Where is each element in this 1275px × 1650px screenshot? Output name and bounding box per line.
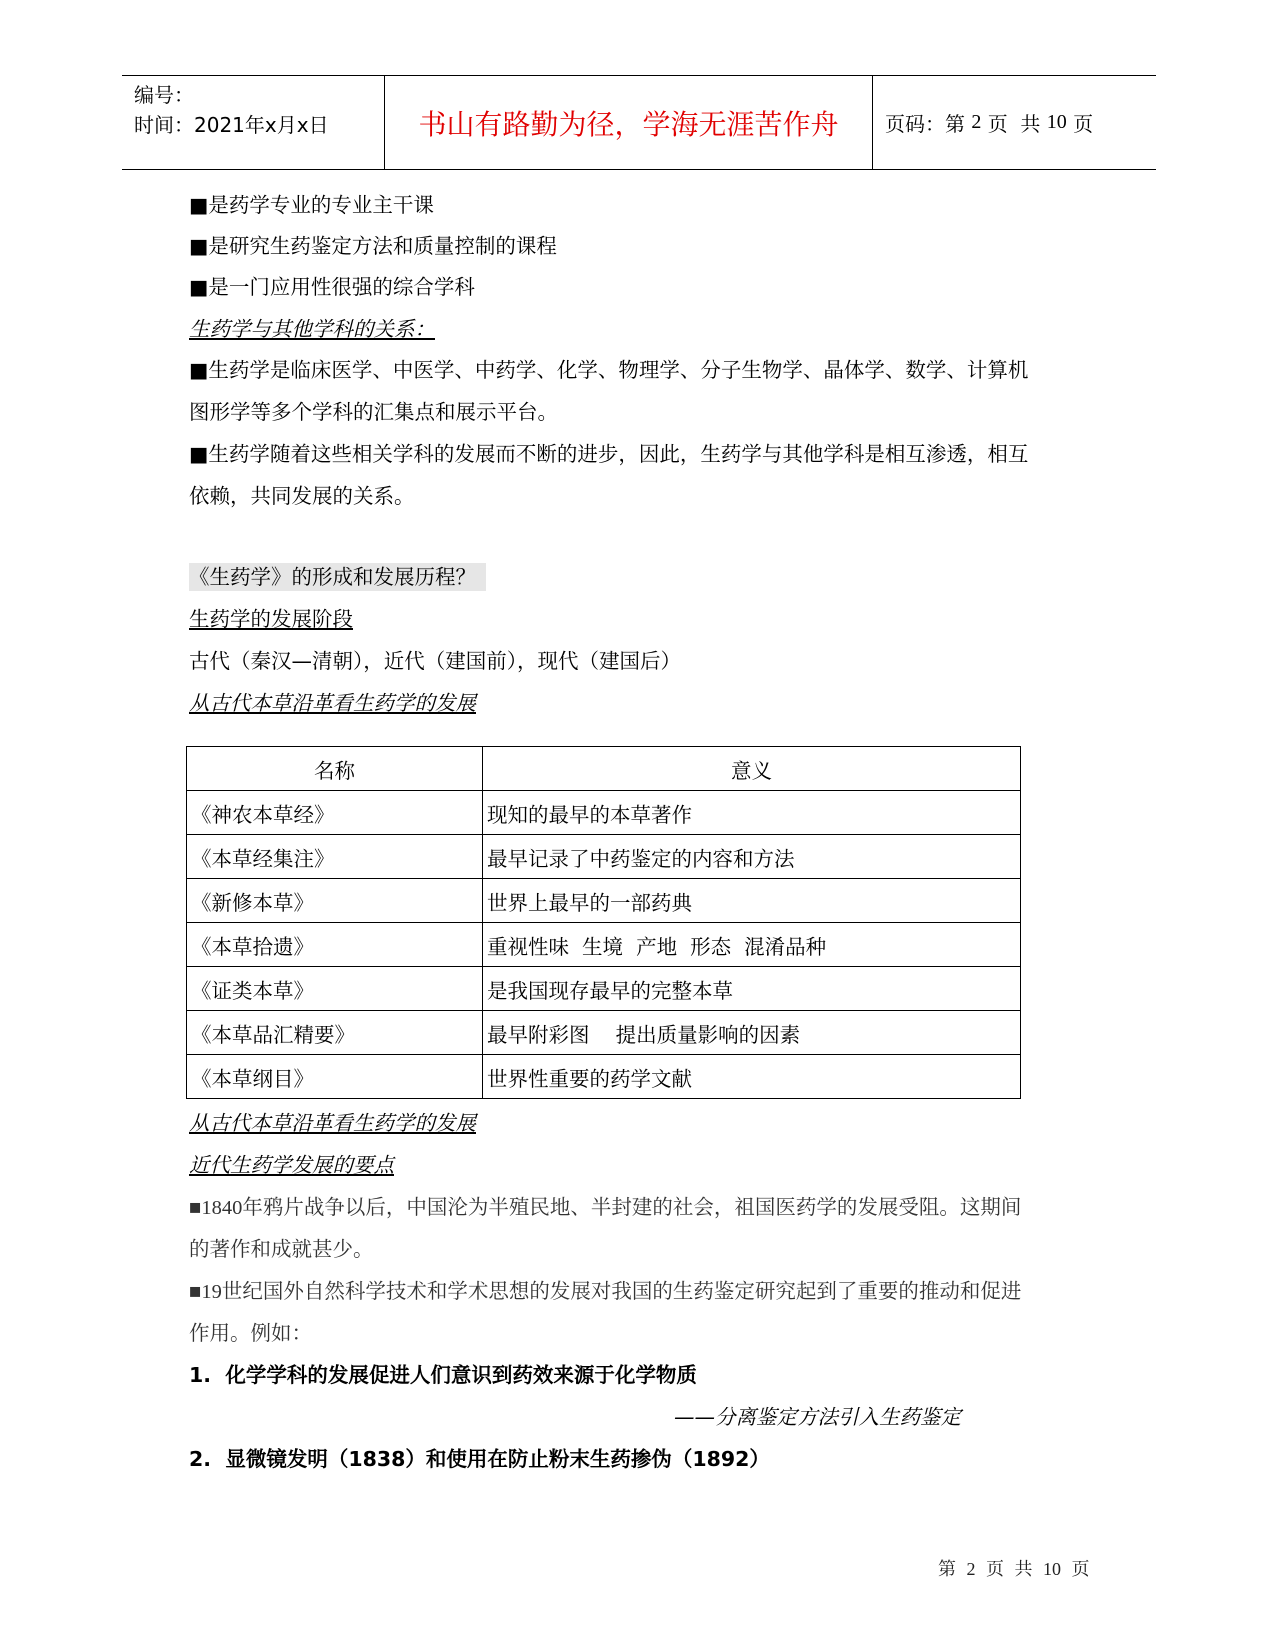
modern-paragraph-line: ■19世纪国外自然科学技术和学术思想的发展对我国的生药鉴定研究起到了重要的推动和促进	[189, 1281, 1022, 1303]
table-cell: 《本草拾遗》	[187, 923, 483, 967]
page-footer: 第 2 页 共 10 页	[938, 1559, 1090, 1579]
intro-bullet: ■是药学专业的专业主干课	[189, 193, 434, 217]
intro-bullet: ■是研究生药鉴定方法和质量控制的课程	[189, 234, 557, 258]
table-cell: 《新修本草》	[187, 879, 483, 923]
table-cell: 是我国现存最早的完整本草	[483, 967, 1021, 1011]
table-cell: 《证类本草》	[187, 967, 483, 1011]
header-page-info: 页码：第 2 页 共 10 页	[885, 111, 1094, 136]
page-header	[122, 75, 1156, 170]
table-cell: 《本草品汇精要》	[187, 1011, 483, 1055]
time-label: 时间：2021年x月x日	[134, 113, 329, 137]
numbered-item: 2. 显微镜发明（1838）和使用在防止粉末生药掺伪（1892）	[189, 1447, 770, 1471]
table-cell: 最早附彩图 提出质量影响的因素	[483, 1011, 1021, 1055]
column-header: 意义	[483, 747, 1021, 791]
relation-paragraph-line: 依赖，共同发展的关系。	[189, 484, 415, 508]
relation-paragraph-line: 图形学等多个学科的汇集点和展示平台。	[189, 400, 558, 424]
herbal-classics-table	[186, 746, 1021, 1099]
table-row	[187, 1011, 1021, 1055]
table-cell: 《本草纲目》	[187, 1055, 483, 1099]
number-label: 编号：	[134, 83, 194, 107]
numbered-item: 1. 化学学科的发展促进人们意识到药效来源于化学物质	[189, 1363, 697, 1387]
stages-heading: 生药学的发展阶段	[189, 607, 353, 631]
table-cell: 《本草经集注》	[187, 835, 483, 879]
stages-text: 古代（秦汉—清朝），近代（建国前），现代（建国后）	[189, 649, 681, 673]
header-motto: 书山有路勤为径，学海无涯苦作舟	[385, 76, 873, 169]
modern-heading: 近代生药学发展的要点	[189, 1153, 394, 1177]
table-row	[187, 879, 1021, 923]
table-cell: 重视性味 生境 产地 形态 混淆品种	[483, 923, 1021, 967]
history-question: 《生药学》的形成和发展历程？	[189, 560, 486, 590]
table-cell: 世界性重要的药学文献	[483, 1055, 1021, 1099]
item-note: ——分离鉴定方法引入生药鉴定	[674, 1405, 961, 1429]
header-meta	[122, 76, 385, 169]
ancient-heading-repeat: 从古代本草沿革看生药学的发展	[189, 1111, 476, 1135]
table-row	[187, 791, 1021, 835]
intro-bullet: ■是一门应用性很强的综合学科	[189, 275, 475, 299]
relation-paragraph-line: ■生药学随着这些相关学科的发展而不断的进步，因此，生药学与其他学科是相互渗透，相互	[189, 442, 1029, 466]
relation-paragraph-line: ■生药学是临床医学、中医学、中药学、化学、物理学、分子生物学、晶体学、数学、计算机	[189, 358, 1029, 382]
modern-paragraph-line: 的著作和成就甚少。	[189, 1239, 374, 1261]
table-cell: 现知的最早的本草著作	[483, 791, 1021, 835]
relation-heading: 生药学与其他学科的关系：	[189, 317, 435, 341]
column-header: 名称	[187, 747, 483, 791]
table-row	[187, 923, 1021, 967]
table-header-row	[187, 747, 1021, 791]
modern-paragraph-line: ■1840年鸦片战争以后，中国沦为半殖民地、半封建的社会，祖国医药学的发展受阻。这期间	[189, 1197, 1022, 1219]
table-cell: 世界上最早的一部药典	[483, 879, 1021, 923]
ancient-heading: 从古代本草沿革看生药学的发展	[189, 691, 476, 715]
modern-paragraph-line: 作用。例如：	[189, 1323, 312, 1345]
table-row	[187, 1055, 1021, 1099]
table-row	[187, 835, 1021, 879]
table-cell: 最早记录了中药鉴定的内容和方法	[483, 835, 1021, 879]
table-row	[187, 967, 1021, 1011]
table-cell: 《神农本草经》	[187, 791, 483, 835]
